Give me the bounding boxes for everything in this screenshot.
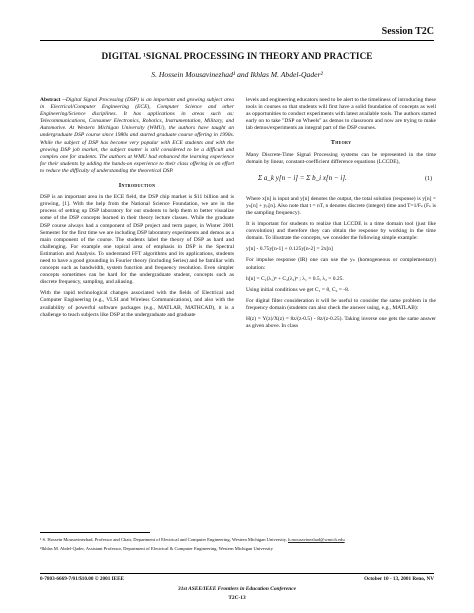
paper-authors: S. Hossein Mousavinezhad¹ and Ikhlas M. Abdel-Qader² [151,70,323,79]
example-equation: y[n] - 0.75y[n-1] + 0.125y[n-2] = 2x[n] [246,246,333,253]
theory-paragraph-5: For digital filter consideration it will be useful to consider the same problem in the frequency domain (students can also check the answer using, e.g., MATLAB): [246,297,436,311]
footnotes [40,532,434,555]
abstract-text: --Digital Signal Processing (DSP) is an important and growing subject area in Electrical/Computer Engineering (ECE), Computer Science and other Engineering/Science disciplines. It has applications in areas such as: Telecommunications, Consumer Electronics, Robotics, Instrumentation, Military, and Automotive. At Western Michigan University (WMU), the authors have taught an undergraduate DSP course since 1980s and started graduate course offering in 1990s. While the subject of DSP has become very popular with ECE students and with the growing DSP job market, the subject matter is still considered to be a difficult and complex one for students. The authors at WMU had enhanced the learning experience for their students by adding the hands-on experience to their class offering in an effort to reduce the difficulty of understanding the theoretical DSP. [40,97,234,174]
lccde-equation [246,170,436,192]
header-divider [40,40,434,41]
transfer-function-equation: H(z) = Y(z)/X(z) = 8z/(z-0.5) - 8z/(z-0.25). Taking inverse one gets the same answer as given above. In class [246,315,436,330]
footnote-divider [40,532,150,533]
footnote-2: ²Ikhlas M. Abdel-Qader, Assistant Professor, Department of Electrical & Computer Engineering, Western Michigan University [40,546,273,552]
left-column [40,97,234,323]
equation-number: (1) [425,175,432,182]
footer-isbn: 0-7803-6669-7/01/$10.00 © 2001 IEEE [40,576,124,582]
introduction-heading: Introduction [118,182,156,190]
abstract-label: Abstract [40,97,61,103]
footer-divider [40,573,434,574]
theory-paragraph-1: Many Discrete-Time Signal Processing systems can be represented in the time domain by linear, constant-coefficient difference equations (LCCDE), [246,151,436,165]
abstract-paragraph [40,97,234,175]
initial-conditions: Using initial conditions we get C₁ = 8, C₂ = -8. [246,286,350,293]
homogeneous-equation: h[n] = C₁(λ₁)ⁿ + C₂(λ₂)ⁿ ; λ₁ = 0.5, λ₂ = 0.25. [246,275,344,282]
footnote-1-email-link[interactable]: h.mousavinezhad@wmich.edu [288,537,345,542]
lccde-equation-body: Σ a_k y[n − i] = Σ b_i x[n − i]. [258,173,347,182]
theory-paragraph-3: It is important for students to realize that LCCDE is a time domain tool (just like convolution) and therefore they can obtain the response by working in the time domain. To illustrate the concepts, we consider the following simple example: [246,221,436,242]
footer-date: October 10 - 13, 2001 Reno, NV [364,576,434,582]
footer-conference: 31st ASEE/IEEE Frontiers in Education Conference [178,586,296,592]
footer-page-number: T2C-13 [228,595,246,601]
theory-paragraph-2: Where x[n] is input and y[n] denotes the output, the total solution (response) is y[n] = yₕ[n] + yₚ[n]. Also note that t = nT, n denotes discrete (integer) time and T=1/Fₛ (Fₛ is the sampling frequency). [246,195,436,216]
footnote-1-text: ¹ S. Hossein Mousavinezhad, Professor and Chair, Department of Electrical and Computer Engineering, Western Michigan University, [40,537,287,542]
paper-title: DIGITAL ¹SIGNAL PROCESSING IN THEORY AND PRACTICE [101,51,373,61]
footnote-1 [40,537,434,543]
right-column [246,97,436,334]
theory-heading: Theory [330,139,352,147]
intro-paragraph-2: With the rapid technological changes associated with the fields of Electrical and Computer Engineering (e.g., VLSI and Wireless Communications), and also with the availability of powerful software packages (e.g., MATLAB, MATHCAD), it is a challenge to teach subjects like DSP at the undergraduate and graduate [40,290,234,318]
session-label: Session T2C [381,26,434,37]
intro-paragraph-1: DSP is an important area in the ECE field, the DSP chip market is $11 billion and is growing, [1]. With the help from the National Science Foundation, we are in the process of setting up DSP laboratory for our students to help them to better visualize some of the DSP concepts learned in their theory lecture classes. While the graduate DSP course always had a component of DSP project and term paper, in Winter 2001 Semester for the first time we are including DSP laboratory experiments and demos as a main component of the course. The students label the theory of DSP as hard and challenging. For example one topical area of emphasis in DSP is the Spectral Estimation and Analysis. To understand FFT algorithms and its applications, students need to have a good grounding in Fourier theory (including Series) and be familiar with concepts such as bandwidth, system function and frequency resolution. Even simpler concepts sometimes can be hard for the undergraduate student, concepts such as discrete frequency, sampling, and aliasing. [40,194,234,286]
theory-paragraph-4: For impulse response (IR) one can use the yₕ (homogeneous or complementary) solution: [246,257,436,271]
intro-continued: levels and engineering educators need to be alert to the timeliness of introducing these tools in courses so that students will first have a solid foundation of concepts as well as opportunities to conduct experiments with latest available tools. The authors started early on to take "DSP on Wheels" as demos to classroom and now are trying to make lab demos/experiments an integral part of the DSP courses. [246,97,436,132]
